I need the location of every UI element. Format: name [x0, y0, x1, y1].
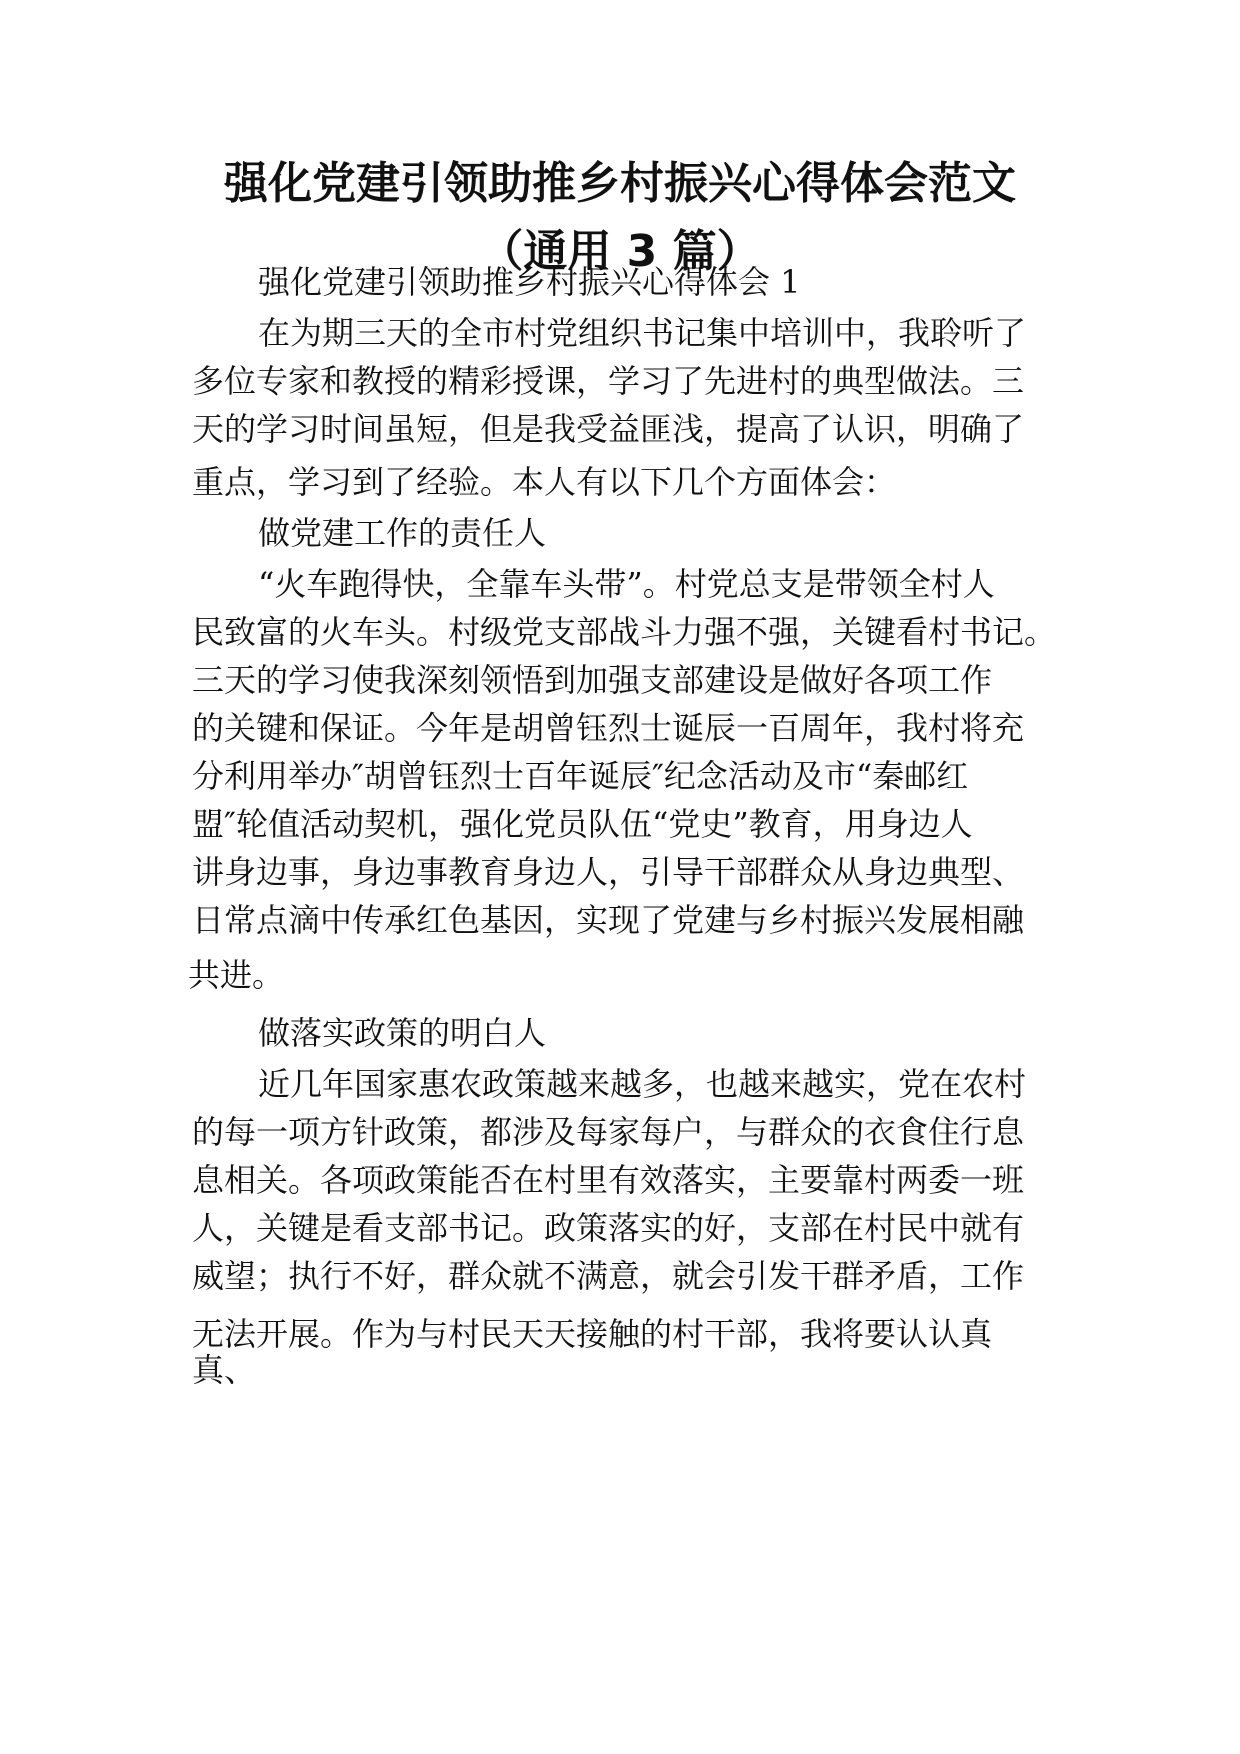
paragraph-2-line: 的关键和保证。今年是胡曾钰烈士诞辰一百周年，我村将充: [192, 709, 1025, 747]
paragraph-2-line: 盟″轮值活动契机，强化党员队伍“党史”教育，用身边人: [192, 805, 973, 843]
paragraph-3-line: 威望；执行不好，群众就不满意，就会引发干群矛盾，工作: [192, 1257, 1025, 1295]
paragraph-3-line: 的每一项方针政策，都涉及每家每户，与群众的衣食住行息: [192, 1113, 1025, 1151]
paragraph-2-line: “火车跑得快，全靠车头带”。村党总支是带领全村人: [258, 565, 995, 603]
subheading-1: 做党建工作的责任人: [258, 514, 547, 552]
paragraph-3-line: 人，关键是看支部书记。政策落实的好，支部在村民中就有: [192, 1209, 1025, 1247]
document-title-line-1: 强化党建引领助推乡村振兴心得体会范文: [224, 158, 1016, 209]
paragraph-3-line: 近几年国家惠农政策越来越多，也越来越实，党在农村: [258, 1065, 1027, 1103]
paragraph-1-line: 重点，学习到了经验。本人有以下几个方面体会：: [192, 463, 897, 501]
paragraph-2-line: 讲身边事，身边事教育身边人，引导干部群众从身边典型、: [192, 853, 1025, 891]
paragraph-1-line: 在为期三天的全市村党组织书记集中培训中，我聆听了: [258, 314, 1027, 352]
section-heading: 强化党建引领助推乡村振兴心得体会 1: [258, 263, 801, 301]
paragraph-2-line: 分利用举办″胡曾钰烈士百年诞辰″纪念活动及市“秦邮红: [192, 757, 969, 795]
document-title-line-2: （通用 3 篇）: [479, 226, 761, 277]
paragraph-2-line: 三天的学习使我深刻领悟到加强支部建设是做好各项工作: [192, 661, 993, 699]
paragraph-2-line: 日常点滴中传承红色基因，实现了党建与乡村振兴发展相融: [192, 901, 1025, 939]
subheading-2: 做落实政策的明白人: [258, 1014, 547, 1052]
paragraph-1-line: 天的学习时间虽短，但是我受益匪浅，提高了认识，明确了: [192, 410, 1025, 448]
paragraph-1-line: 多位专家和教授的精彩授课，学习了先进村的典型做法。三: [192, 362, 1025, 400]
paragraph-2-line: 共进。: [188, 956, 285, 994]
paragraph-3-line: 息相关。各项政策能否在村里有效落实，主要靠村两委一班: [192, 1161, 1025, 1199]
paragraph-3-line: 无法开展。作为与村民天天接触的村干部，我将要认认真: [192, 1315, 993, 1353]
paragraph-3-line: 真、: [192, 1351, 257, 1389]
paragraph-2-line: 民致富的火车头。村级党支部战斗力强不强，关键看村书记。: [192, 613, 1057, 651]
